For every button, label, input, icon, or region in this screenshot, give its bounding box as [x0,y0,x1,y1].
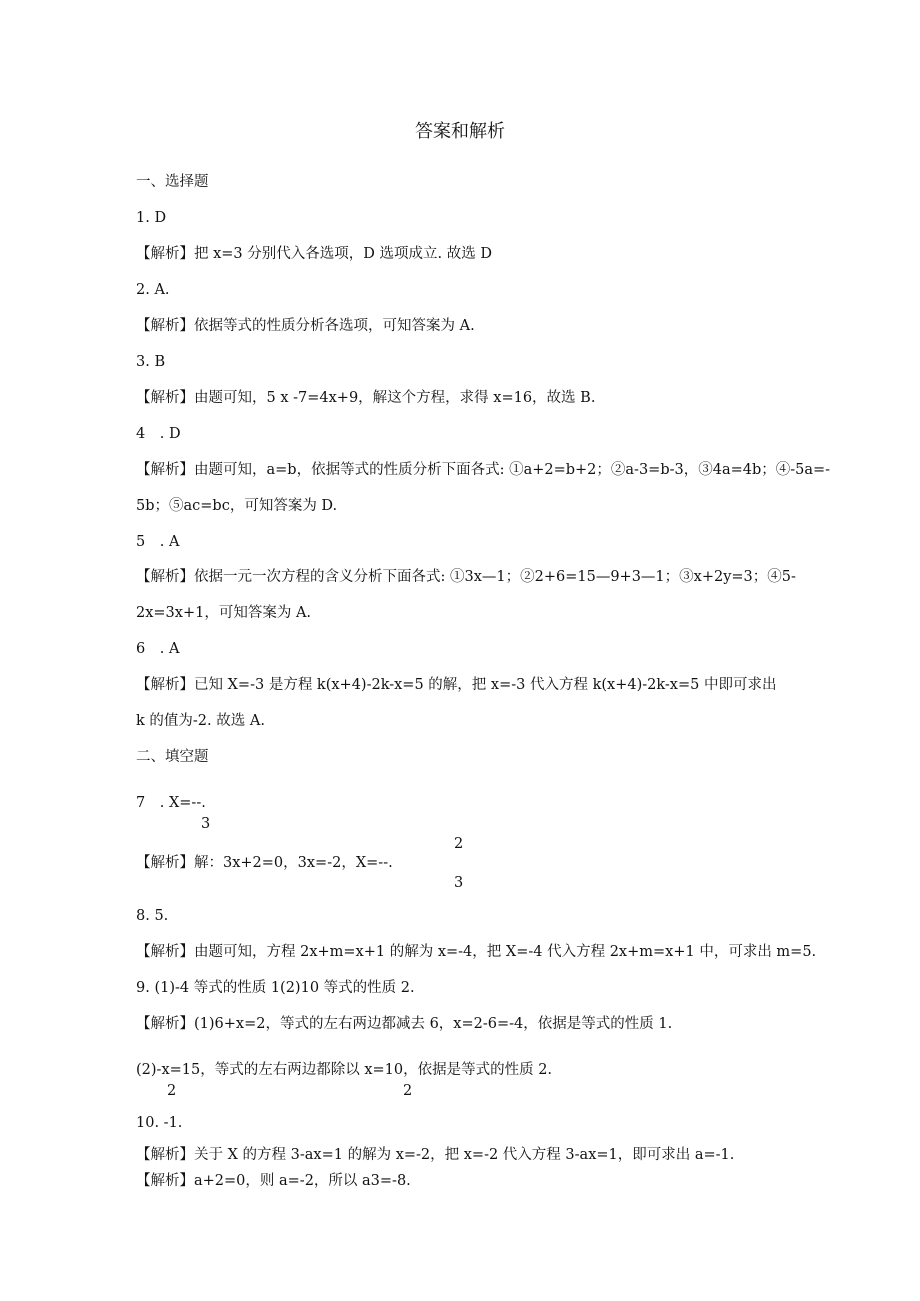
answer-2: 2. A. [136,282,170,298]
answer-5: 5 . A [136,534,180,550]
answer-6: 6 . A [136,641,180,657]
explanation-5-line2: 2x=3x+1，可知答案为 A. [136,605,312,621]
page-title: 答案和解析 [415,121,505,142]
section-heading-choice: 一、选择题 [136,174,209,190]
explanation-9-part2: (2)-x=15，等式的左右两边都除以 x=10，依据是等式的性质 2. [136,1062,553,1078]
explanation-11: 【解析】a+2=0，则 a=-2，所以 a3=-8. [136,1173,411,1189]
explanation-9-denominator-1: 2 [167,1083,177,1099]
explanation-1: 【解析】把 x=3 分别代入各选项，D 选项成立. 故选 D [136,246,492,262]
answer-7-denominator: 3 [201,816,211,832]
explanation-6-line2: k 的值为-2. 故选 A. [136,713,265,729]
explanation-3: 【解析】由题可知，5 x -7=4x+9，解这个方程，求得 x=16，故选 B. [136,390,596,406]
explanation-10: 【解析】关于 X 的方程 3-ax=1 的解为 x=-2，把 x=-2 代入方程 3-ax=1，即可求出 a=-1. [136,1147,735,1163]
explanation-5-line1: 【解析】依据一元一次方程的含义分析下面各式: ①3x—1；②2+6=15—9+3—1；③x+2y=3；④5- [136,569,796,585]
explanation-4-line1: 【解析】由题可知，a=b，依据等式的性质分析下面各式: ①a+2=b+2；②a-3=b-3，③4a=4b；④-5a=- [136,462,831,478]
answer-10: 10. -1. [136,1115,183,1131]
answer-4: 4 . D [136,426,181,442]
explanation-2: 【解析】依据等式的性质分析各选项，可知答案为 A. [136,318,475,334]
explanation-6-line1: 【解析】已知 X=-3 是方程 k(x+4)-2k-x=5 的解，把 x=-3 代入方程 k(x+4)-2k-x=5 中即可求出 [136,677,777,693]
answer-9: 9. (1)-4 等式的性质 1(2)10 等式的性质 2. [136,980,415,996]
section-heading-fill: 二、填空题 [136,749,209,765]
answer-3: 3. B [136,354,166,370]
explanation-7-numerator: 2 [454,836,464,852]
explanation-9-denominator-2: 2 [403,1083,413,1099]
explanation-8: 【解析】由题可知，方程 2x+m=x+1 的解为 x=-4，把 X=-4 代入方程 2x+m=x+1 中，可求出 m=5. [136,944,817,960]
answer-8: 8. 5. [136,908,169,924]
explanation-7: 【解析】解：3x+2=0，3x=-2，X=--. [136,855,393,871]
explanation-4-line2: 5b；⑤ac=bc，可知答案为 D. [136,498,338,514]
answer-7: 7 . X=--. [136,795,206,811]
explanation-7-denominator: 3 [454,875,464,891]
explanation-9-part1: 【解析】(1)6+x=2，等式的左右两边都减去 6，x=2-6=-4，依据是等式的性质 1. [136,1016,673,1032]
answer-1: 1. D [136,210,167,226]
